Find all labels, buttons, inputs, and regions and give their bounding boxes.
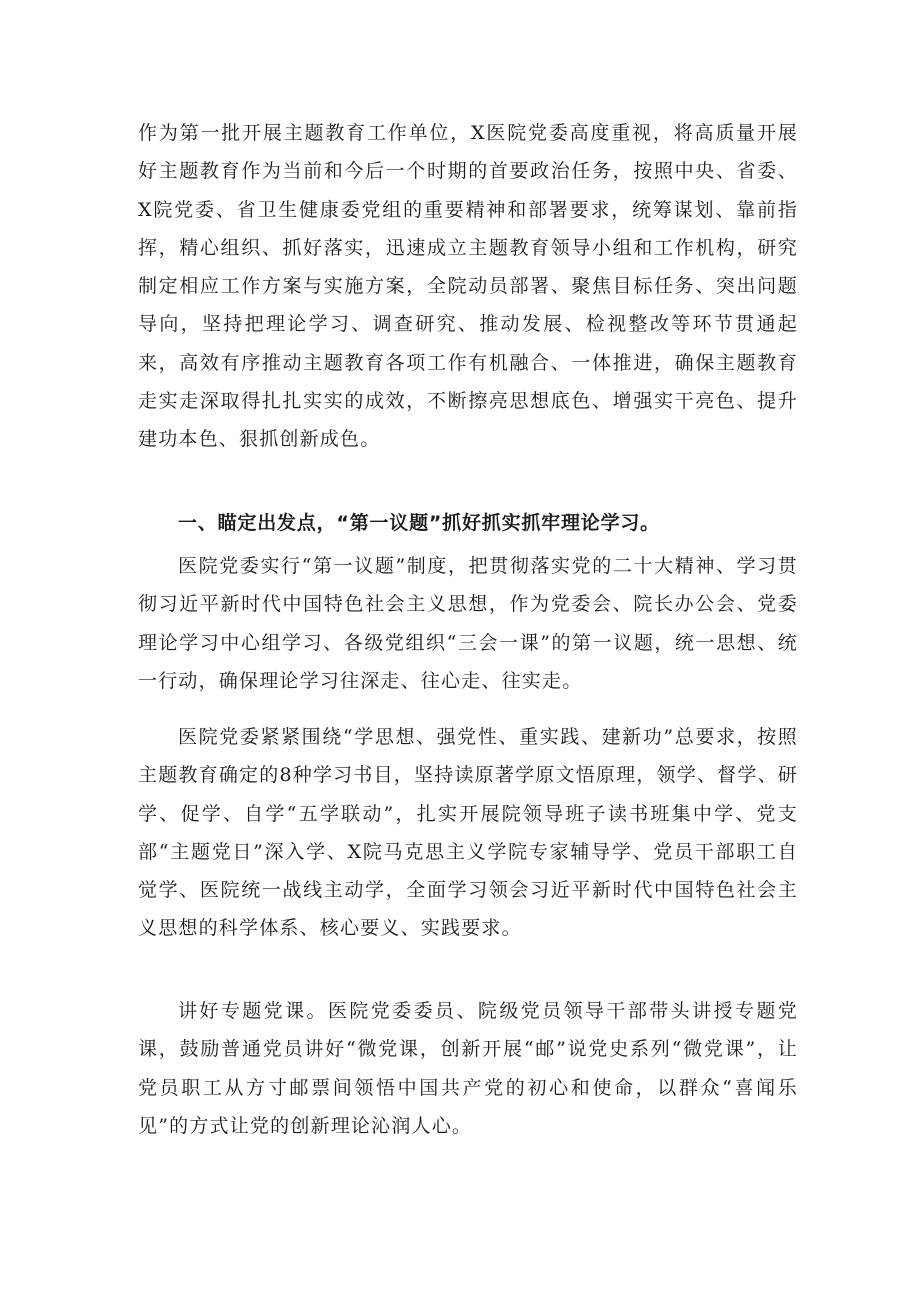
paragraph-text: 作为第一批开展主题教育工作单位，X医院党委高度重视，将高质量开展好主题教育作为当前和今后一个时期的首要政治任务，按照中央、省委、X院党委、省卫生健康委党组的重要精神和部署要求，统筹谋划、靠前指挥，精心组织、抓好落实，迅速成立主题教育领导小组和工作机构，研究制定相应工作方案与实施方案，全院动员部署、聚焦目标任务、突出问题导向，坚持把理论学习、调查研究、推动发展、检视整改等环节贯通起来，高效有序推动主题教育各项工作有机融合、一体推进，确保主题教育走实走深取得扎扎实实的成效，不断擦亮思想底色、增强实干亮色、提升建功本色、狠抓创新成色。: [138, 122, 798, 451]
body-paragraph-first-topic: [138, 547, 798, 700]
body-paragraph-study-requirements: [138, 718, 798, 948]
body-paragraph-intro: [138, 114, 798, 459]
paragraph-text: 讲好专题党课。医院党委委员、院级党员领导干部带头讲授专题党课，鼓励普通党员讲好“微党课，创新开展“邮”说党史系列“微党课”，让党员职工从方寸邮票间领悟中国共产党的初心和使命，以群众“喜闻乐见”的方式让党的创新理论沁润人心。: [138, 1000, 798, 1137]
heading-text: 一、瞄定出发点，“第一议题”抓好抓实抓牢理论学习。: [178, 512, 660, 534]
section-heading: [138, 504, 798, 542]
body-paragraph-party-lessons: [138, 992, 798, 1145]
paragraph-text: 医院党委紧紧围绕“学思想、强党性、重实践、建新功”总要求，按照主题教育确定的8种学习书目，坚持读原著学原文悟原理，领学、督学、研学、促学、自学“五学联动”，扎实开展院领导班子读书班集中学、党支部“主题党日”深入学、X院马克思主义学院专家辅导学、党员干部职工自觉学、医院统一战线主动学，全面学习领会习近平新时代中国特色社会主义思想的科学体系、核心要义、实践要求。: [138, 726, 798, 940]
paragraph-text: 医院党委实行“第一议题”制度，把贯彻落实党的二十大精神、学习贯彻习近平新时代中国特色社会主义思想，作为党委会、院长办公会、党委理论学习中心组学习、各级党组织“三会一课”的第一议题，统一思想、统一行动，确保理论学习往深走、往心走、往实走。: [138, 555, 798, 692]
